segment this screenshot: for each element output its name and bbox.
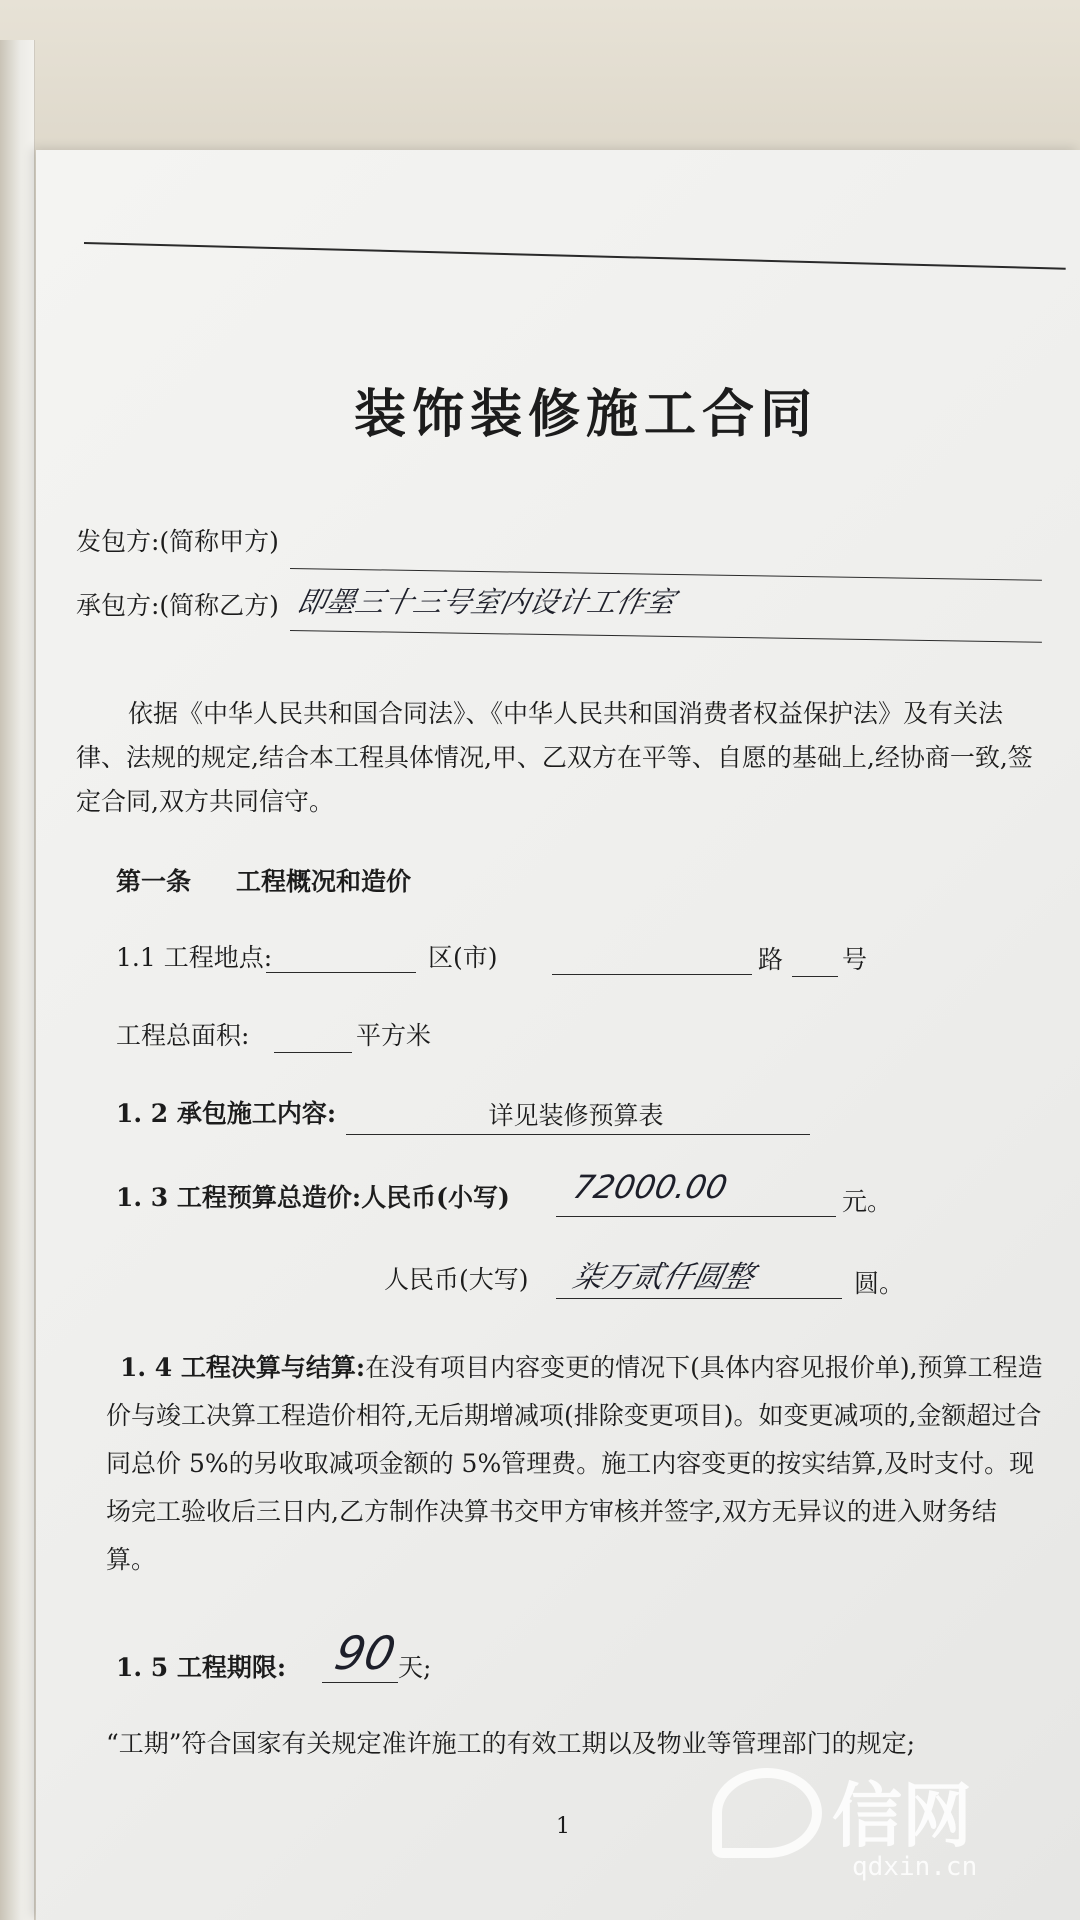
settlement-label: 1. 4 工程决算与结算: <box>120 1353 366 1382</box>
employer-underline <box>290 568 1042 581</box>
watermark-brand: 信网 <box>832 1775 972 1857</box>
budget-amount: 72000.00 <box>569 1168 731 1206</box>
article1-number: 第一条 <box>116 867 192 896</box>
document-title: 装饰装修施工合同 <box>354 384 819 445</box>
district-blank <box>266 972 416 973</box>
brand-logo-icon <box>712 1768 822 1858</box>
site-location-label: 1.1 工程地点: <box>116 943 273 972</box>
duration-value: 90 <box>330 1626 401 1680</box>
number-blank <box>792 976 838 977</box>
employer-label: 发包方:(简称甲方) <box>76 527 279 556</box>
site-watermark <box>712 1758 1042 1898</box>
road-blank <box>552 974 752 975</box>
watermark-url: qdxin.cn <box>852 1852 978 1882</box>
page-number: 1 <box>556 1814 570 1839</box>
budget-words-unit: 圆。 <box>854 1269 905 1298</box>
area-blank <box>274 1052 352 1053</box>
area-unit: 平方米 <box>356 1021 432 1050</box>
contractor-label: 承包方:(简称乙方) <box>76 591 279 620</box>
intro-paragraph: 依据《中华人民共和国合同法》、《中华人民共和国消费者权益保护法》及有关法律、法规的规定,结合本工程具体情况,甲、乙双方在平等、自愿的基础上,经协商一致,签定合同,双方共同信守。 <box>76 699 1033 816</box>
settlement-clause <box>106 1344 1046 1584</box>
scope-underline <box>346 1134 810 1135</box>
contractor-value: 即墨三十三号室内设计工作室 <box>294 585 679 619</box>
duration-underline <box>322 1682 398 1683</box>
budget-underline <box>556 1216 836 1217</box>
area-label: 工程总面积: <box>116 1021 250 1050</box>
contractor-underline <box>290 630 1042 643</box>
header-rule <box>84 242 1066 270</box>
duration-note: “工期”符合国家有关规定准许施工的有效工期以及物业等管理部门的规定; <box>106 1729 915 1758</box>
number-label: 号 <box>842 945 868 974</box>
page-spine <box>0 40 35 1920</box>
budget-words-value: 柒万贰仟圆整 <box>569 1260 757 1295</box>
contract-page <box>36 150 1080 1920</box>
article1-heading: 工程概况和造价 <box>236 867 412 896</box>
road-label: 路 <box>758 945 784 974</box>
district-label: 区(市) <box>428 943 498 972</box>
scope-label: 1. 2 承包施工内容: <box>116 1099 337 1128</box>
scope-value: 详见装修预算表 <box>488 1101 664 1130</box>
budget-words-label: 人民币(大写) <box>384 1265 529 1294</box>
settlement-text: 在没有项目内容变更的情况下(具体内容见报价单),预算工程造价与竣工决算工程造价相符,无后期增减项(排除变更项目)。如变更减项的,金额超过合同总价 5%的另收取减项金额的 5%管理费。施工内容变更的按实结算,及时支付。现场完工验收后三日内,乙方制作决算书交甲方审核并签字,双方无异议的进入财务结算。 <box>106 1353 1043 1574</box>
budget-label: 1. 3 工程预算总造价:人民币(小写) <box>116 1183 510 1212</box>
budget-unit: 元。 <box>842 1187 893 1216</box>
budget-words-underline <box>556 1298 842 1299</box>
duration-unit: 天; <box>398 1653 432 1682</box>
duration-label: 1. 5 工程期限: <box>116 1653 287 1682</box>
